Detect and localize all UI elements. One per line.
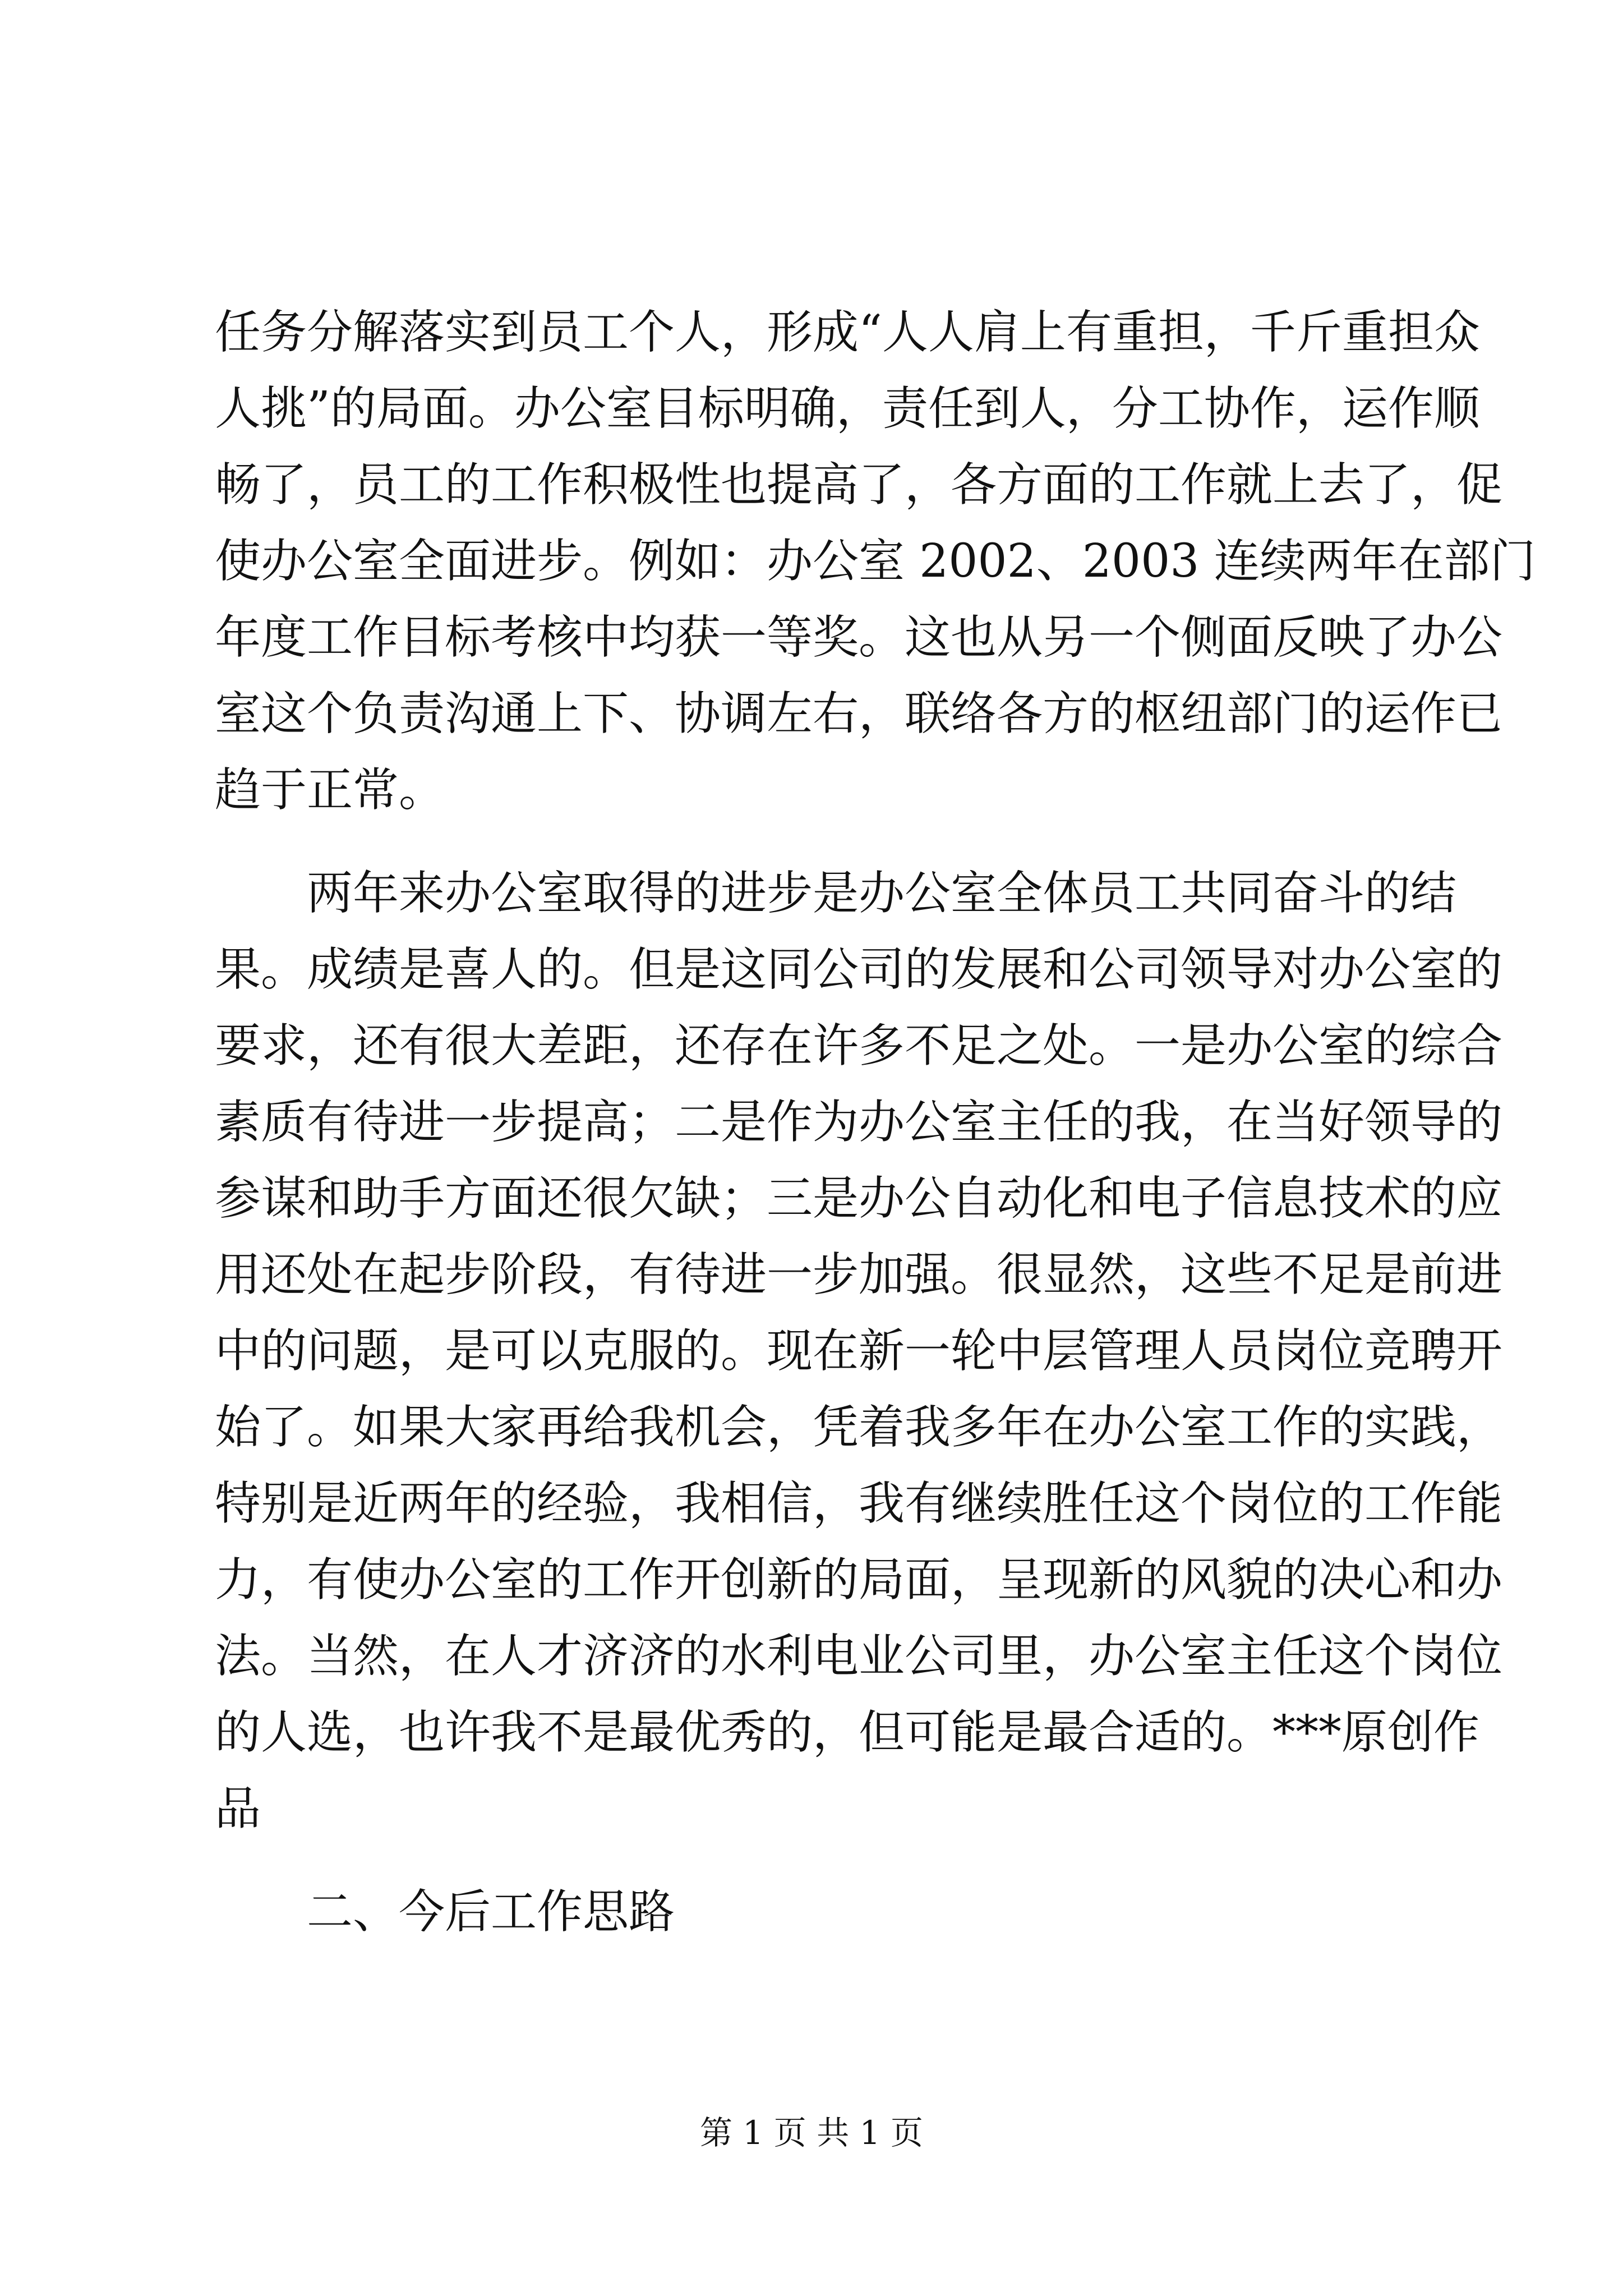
section-heading — [215, 1874, 1409, 1950]
page-footer — [0, 2110, 1623, 2155]
text-line: 特别是近两年的经验，我相信，我有继续胜任这个岗位的工作能 — [215, 1477, 1503, 1530]
text-line: 法。当然，在人才济济的水利电业公司里，办公室主任这个岗位 — [215, 1630, 1503, 1683]
text-line: 中的问题，是可以克服的。现在新一轮中层管理人员岗位竞聘开 — [215, 1324, 1503, 1378]
text-line: 素质有待进一步提高；二是作为办公室主任的我，在当好领导的 — [215, 1096, 1503, 1149]
text-line: 果。成绩是喜人的。但是这同公司的发展和公司领导对办公室的 — [215, 943, 1503, 996]
text-line: 品 — [215, 1782, 261, 1835]
text-line: 使办公室全面进步。例如：办公室 2002、2003 连续两年在部门 — [215, 535, 1536, 588]
document-body — [215, 295, 1536, 1950]
text-line: 用还处在起步阶段，有待进一步加强。很显然，这些不足是前进 — [215, 1248, 1503, 1301]
paragraph-1 — [215, 295, 1536, 829]
section-heading-text: 二、今后工作思路 — [307, 1885, 675, 1939]
text-line: 室这个负责沟通上下、协调左右，联络各方的枢纽部门的运作已 — [215, 687, 1503, 740]
text-line: 力，有使办公室的工作开创新的局面，呈现新的风貌的决心和办 — [215, 1553, 1503, 1607]
text-line: 参谋和助手方面还很欠缺；三是办公自动化和电子信息技术的应 — [215, 1172, 1503, 1225]
paragraph-2 — [215, 855, 1503, 1847]
page-number-label: 第 1 页 共 1 页 — [700, 2114, 923, 2152]
text-line: 趋于正常。 — [215, 763, 445, 817]
text-line: 的人选，也许我不是最优秀的，但可能是最合适的。***原创作 — [215, 1706, 1480, 1759]
text-line: 任务分解落实到员工个人，形成“人人肩上有重担，千斤重担众 — [215, 306, 1480, 359]
text-line: 人挑”的局面。办公室目标明确，责任到人，分工协作，运作顺 — [215, 382, 1480, 435]
text-line: 要求，还有很大差距，还存在许多不足之处。一是办公室的综合 — [215, 1019, 1503, 1073]
text-line: 两年来办公室取得的进步是办公室全体员工共同奋斗的结 — [307, 867, 1457, 920]
text-line: 畅了，员工的工作积极性也提高了，各方面的工作就上去了，促 — [215, 458, 1503, 512]
text-line: 年度工作目标考核中均获一等奖。这也从另一个侧面反映了办公 — [215, 611, 1503, 664]
text-line: 始了。如果大家再给我机会，凭着我多年在办公室工作的实践， — [215, 1401, 1503, 1454]
